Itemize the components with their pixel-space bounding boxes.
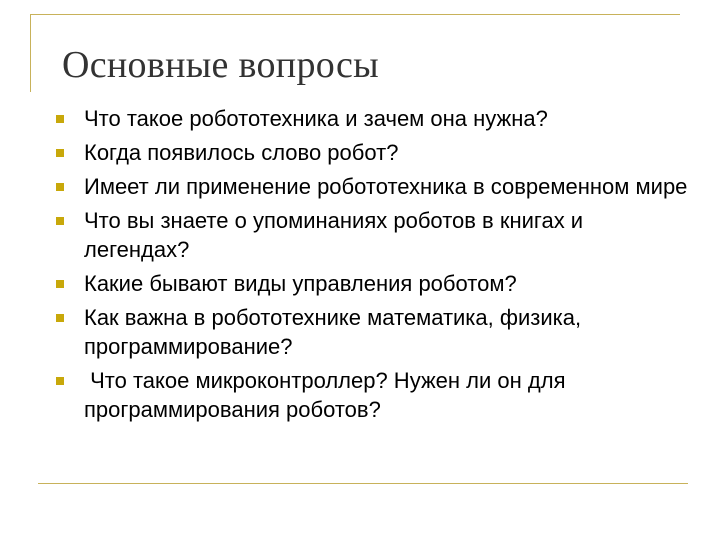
square-bullet-icon bbox=[56, 115, 64, 123]
bullet-text: Что такое робототехника и зачем она нужна? bbox=[84, 106, 548, 131]
square-bullet-icon bbox=[56, 217, 64, 225]
square-bullet-icon bbox=[56, 377, 64, 385]
bullet-list bbox=[54, 104, 694, 429]
bullet-item bbox=[54, 303, 694, 361]
bullet-item bbox=[54, 366, 694, 424]
square-bullet-icon bbox=[56, 149, 64, 157]
bullet-text: Что такое микроконтроллер? Нужен ли он для программирования роботов? bbox=[84, 368, 572, 422]
square-bullet-icon bbox=[56, 183, 64, 191]
bullet-text: Когда появилось слово робот? bbox=[84, 140, 399, 165]
slide-title: Основные вопросы bbox=[62, 44, 379, 86]
square-bullet-icon bbox=[56, 280, 64, 288]
bullet-text: Что вы знаете о упоминаниях роботов в книгах и легендах? bbox=[84, 208, 584, 262]
decorative-bottom-rule bbox=[38, 483, 688, 484]
decorative-vertical-rule bbox=[30, 14, 31, 92]
bullet-item bbox=[54, 206, 694, 264]
bullet-text: Какие бывают виды управления роботом? bbox=[84, 271, 517, 296]
bullet-text: Имеет ли применение робототехника в современном мире bbox=[84, 174, 688, 199]
bullet-item bbox=[54, 269, 694, 298]
bullet-item bbox=[54, 138, 694, 167]
decorative-top-rule bbox=[30, 14, 680, 15]
bullet-item bbox=[54, 104, 694, 133]
bullet-text: Как важна в робототехнике математика, физика, программирование? bbox=[84, 305, 582, 359]
square-bullet-icon bbox=[56, 314, 64, 322]
bullet-item bbox=[54, 172, 694, 201]
